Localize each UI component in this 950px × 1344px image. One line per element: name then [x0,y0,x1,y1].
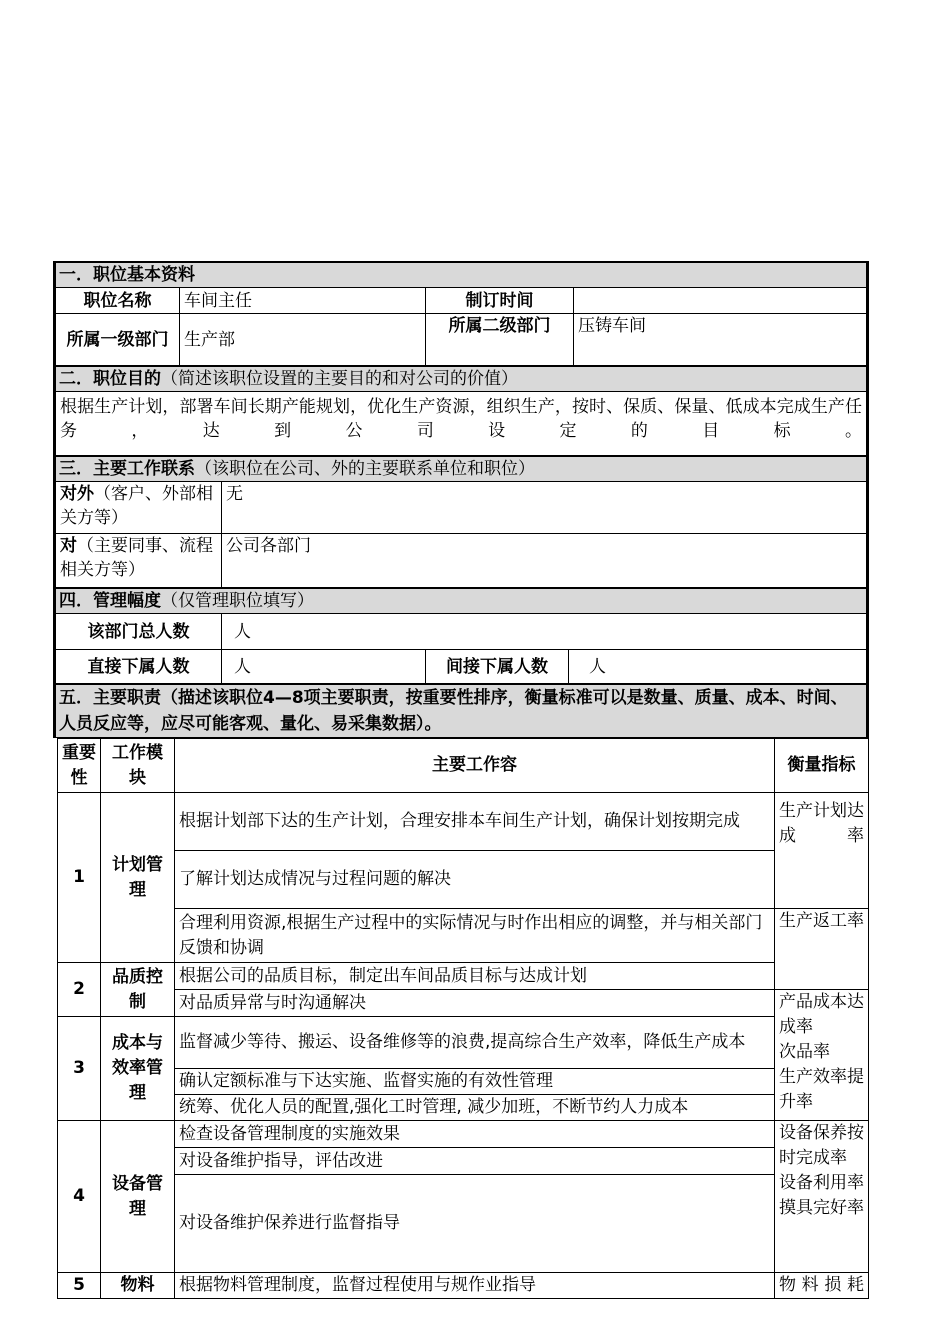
row4-task1: 检查设备管理制度的实施效果 [175,1121,775,1148]
indirect-reports-value: 人 [569,650,867,684]
external-contact-label [56,482,222,534]
row2-importance: 2 [58,963,101,1017]
indirect-reports-label: 间接下属人数 [426,650,569,684]
section-2-title [56,367,867,392]
row2-module: 品质控制 [101,963,175,1017]
external-label-note: （客户、外部相关方等） [60,484,213,528]
col-content: 主要工作容 [175,739,775,793]
section-4-note: （仅管理职位填写） [161,591,314,611]
row1-kpi2: 生产返工率 [775,909,869,990]
row3-task1: 监督减少等待、搬运、设备维修等的浪费,提高综合生产效率，降低生产成本 [175,1017,775,1069]
row23-kpi: 产品成本达成率 次品率 生产效率提升率 [775,990,869,1121]
row1-task1: 根据计划部下达的生产计划，合理安排本车间生产计划，确保计划按期完成 [175,793,775,851]
basic-info-table [55,261,867,366]
row1-kpi1: 生产计划达成率 [775,793,869,909]
section-2-heading: 二．职位目的 [59,369,161,389]
section-3-note: （该职位在公司、外的主要联系单位和职位） [195,459,535,479]
row3-task2: 确认定额标准与下达实施、监督实施的有效性管理 [175,1069,775,1095]
form-sheet [53,261,869,738]
dept2-label: 所属二级部门 [426,314,574,366]
dept1-label: 所属一级部门 [56,314,180,366]
internal-contact-label [56,534,222,588]
job-description-form [53,261,869,1299]
row5-task1: 根据物料管理制度，监督过程使用与规作业指导 [175,1273,775,1299]
section-3-title [56,457,867,482]
internal-contact-value: 公司各部门 [222,534,867,588]
row1-task3: 合理利用资源,根据生产过程中的实际情况与时作出相应的调整，并与相关部门反馈和协调 [175,909,775,963]
external-contact-value: 无 [222,482,867,534]
purpose-table [55,366,867,456]
management-scope-table [55,588,867,684]
row4-kpi: 设备保养按时完成率 设备利用率摸具完好率 [775,1121,869,1273]
purpose-content: 根据生产计划，部署车间长期产能规划，优化生产资源，组织生产，按时、保质、保量、低成本完成生产任务，达到公司设定的目标。 [56,392,867,456]
row5-kpi: 物料损耗 [775,1273,869,1299]
row5-module: 物料 [101,1273,175,1299]
row4-task2: 对设备维护指导，评估改进 [175,1148,775,1175]
total-headcount-value: 人 [222,614,867,650]
col-module: 工作模块 [101,739,175,793]
section-4-title [56,589,867,614]
row2-task1: 根据公司的品质目标，制定出车间品质目标与达成计划 [175,963,775,990]
col-importance: 重要性 [58,739,101,793]
row1-task2: 了解计划达成情况与过程问题的解决 [175,851,775,909]
row3-importance: 3 [58,1017,101,1121]
direct-reports-label: 直接下属人数 [56,650,222,684]
dept2-value: 压铸车间 [574,314,867,366]
date-label: 制订时间 [426,288,574,314]
row5-importance: 5 [58,1273,101,1299]
section-1-title: 一．职位基本资料 [56,262,867,288]
duties-table [57,738,869,1299]
row1-module: 计划管理 [101,793,175,963]
section-3-heading: 三．主要工作联系 [59,459,195,479]
total-headcount-label: 该部门总人数 [56,614,222,650]
duties-title-table [55,684,867,738]
row2-task2: 对品质异常与时沟通解决 [175,990,775,1017]
external-label-bold: 对外 [60,484,94,504]
row4-task3: 对设备维护保养进行监督指导 [175,1175,775,1273]
dept1-value: 生产部 [180,314,426,366]
row3-task3: 统筹、优化人员的配置,强化工时管理, 减少加班，不断节约人力成本 [175,1095,775,1121]
position-name-label: 职位名称 [56,288,180,314]
row1-importance: 1 [58,793,101,963]
section-4-heading: 四．管理幅度 [59,591,161,611]
internal-label-note: （主要同事、流程相关方等） [60,536,213,580]
internal-label-bold: 对 [60,536,77,556]
position-name-value: 车间主任 [180,288,426,314]
col-kpi: 衡量指标 [775,739,869,793]
row4-module: 设备管理 [101,1121,175,1273]
date-value [574,288,867,314]
contacts-table [55,456,867,588]
section-2-note: （简述该职位设置的主要目的和对公司的价值） [161,369,518,389]
section-5-title: 五．主要职责（描述该职位4—8项主要职责，按重要性排序，衡量标准可以是数量、质量、成本、时间、人员反应等，应尽可能客观、量化、易采集数据）。 [56,685,867,738]
row3-module: 成本与效率管理 [101,1017,175,1121]
direct-reports-value: 人 [222,650,426,684]
row4-importance: 4 [58,1121,101,1273]
